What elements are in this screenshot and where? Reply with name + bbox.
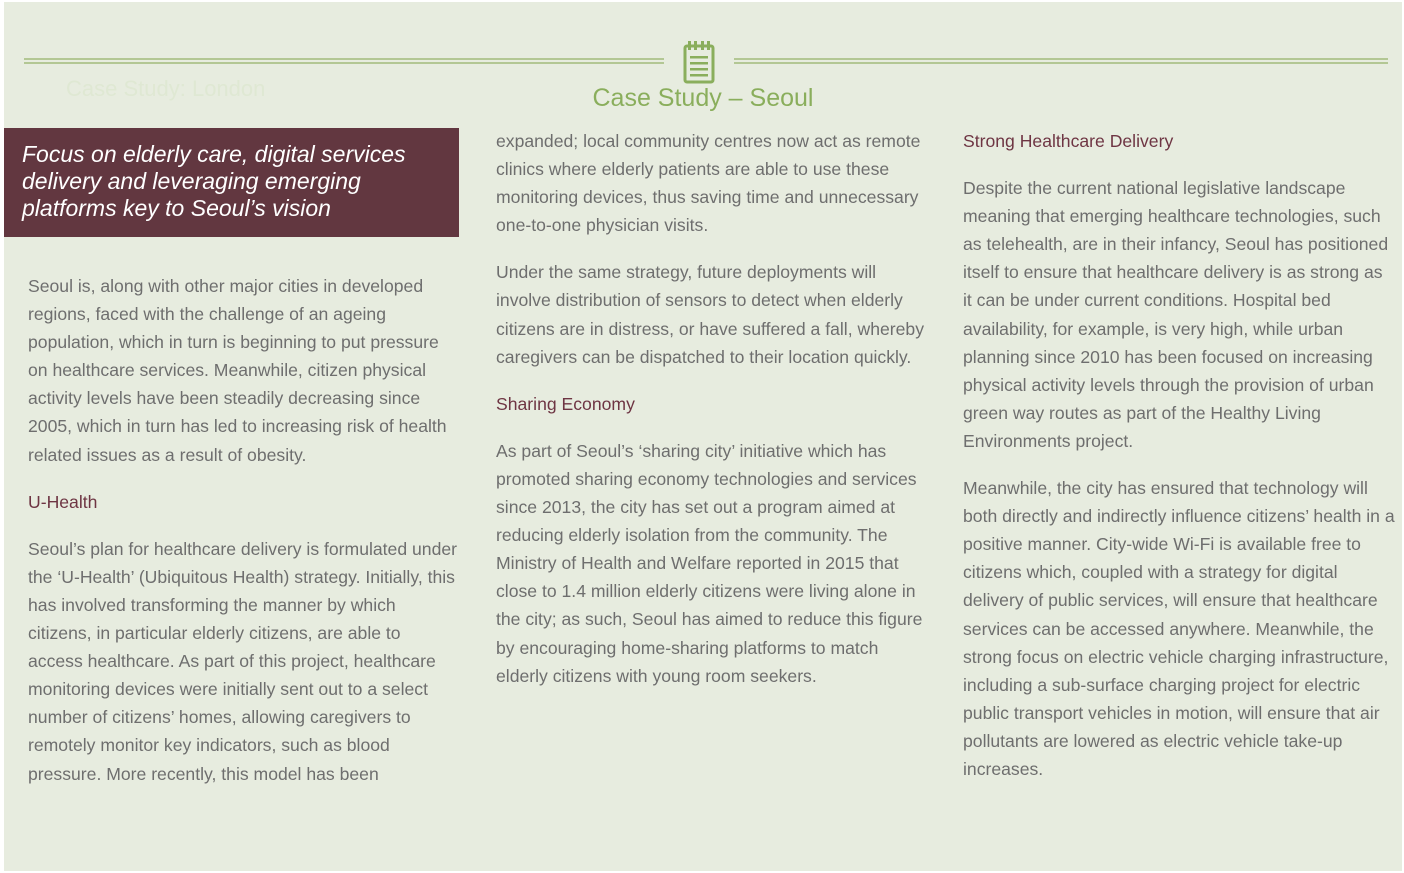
healthcare-delivery-paragraph-2: Meanwhile, the city has ensured that technology will both directly and indirectly influence citizens’ health in a positive manner. City-wide Wi-Fi is available free to citizens which, coupled with a strategy for digital delivery of public services, will ensure that healthcare services can be accessed anywhere. Meanwhile, the strong focus on electric vehicle charging infrastructure, including a sub-surface charging project for electric public transport vehicles in motion, will ensure that air pollutants are lowered as electric vehicle take-up increases.: [963, 478, 1395, 779]
u-health-paragraph-1: Seoul’s plan for healthcare delivery is formulated under the ‘U-Health’ (Ubiquitous Health) strategy. Initially, this has involved transforming the manner by which citizens, in particular elderly citizens, are able to access healthcare. As part of this project, healthcare monitoring devices were initially sent out to a select number of citizens’ homes, allowing caregivers to remotely monitor key indicators, such as blood pressure. More recently, this model has been: [28, 538, 458, 784]
notepad-icon: [682, 40, 716, 84]
column-3: [963, 127, 1395, 802]
document-page: [4, 2, 1402, 871]
callout-box: [4, 128, 459, 237]
heading-u-health: U-Health: [28, 491, 98, 512]
ghost-title: Case Study: London: [66, 76, 266, 101]
page-title: Case Study – Seoul: [592, 84, 814, 112]
header-rule-right: [734, 58, 1388, 64]
u-health-paragraph-1-continued: expanded; local community centres now act as remote clinics where elderly patients are able to use these monitoring devices, thus saving time and unnecessary one-to-one physician visits.: [496, 131, 921, 236]
sharing-economy-paragraph: As part of Seoul’s ‘sharing city’ initiative which has promoted sharing economy technologies and services since 2013, the city has set out a program aimed at reducing elderly isolation from the community. The Ministry of Health and Welfare reported in 2015 that close to 1.4 million elderly citizens were living alone in the city; as such, Seoul has aimed to reduce this figure by encouraging home-sharing platforms to match elderly citizens with young room seekers.: [496, 440, 923, 686]
column-1: [28, 272, 458, 807]
intro-paragraph: Seoul is, along with other major cities in developed regions, faced with the challenge of an ageing population, which in turn is beginning to put pressure on healthcare services. Meanwhile, citizen physical activity levels have been steadily decreasing since 2005, which in turn has led to increasing risk of health related issues as a result of obesity.: [28, 276, 447, 465]
heading-strong-healthcare-delivery: Strong Healthcare Delivery: [963, 131, 1174, 151]
heading-sharing-economy: Sharing Economy: [496, 393, 635, 414]
u-health-paragraph-2: Under the same strategy, future deployments will involve distribution of sensors to detect when elderly citizens are in distress, or have suffered a fall, whereby caregivers can be dispatched to their location quickly.: [496, 262, 924, 367]
callout-text: Focus on elderly care, digital services delivery and leveraging emerging platforms key to Seoul’s vision: [22, 141, 406, 221]
column-2: [496, 127, 928, 709]
healthcare-delivery-paragraph-1: Despite the current national legislative landscape meaning that emerging healthcare technologies, such as telehealth, are in their infancy, Seoul has positioned itself to ensure that healthcare delivery is as strong as it can be under current conditions. Hospital bed availability, for example, is very high, while urban planning since 2010 has been focused on increasing physical activity levels through the provision of urban green way routes as part of the Healthy Living Environments project.: [963, 178, 1389, 451]
header-rule-left: [24, 58, 664, 64]
